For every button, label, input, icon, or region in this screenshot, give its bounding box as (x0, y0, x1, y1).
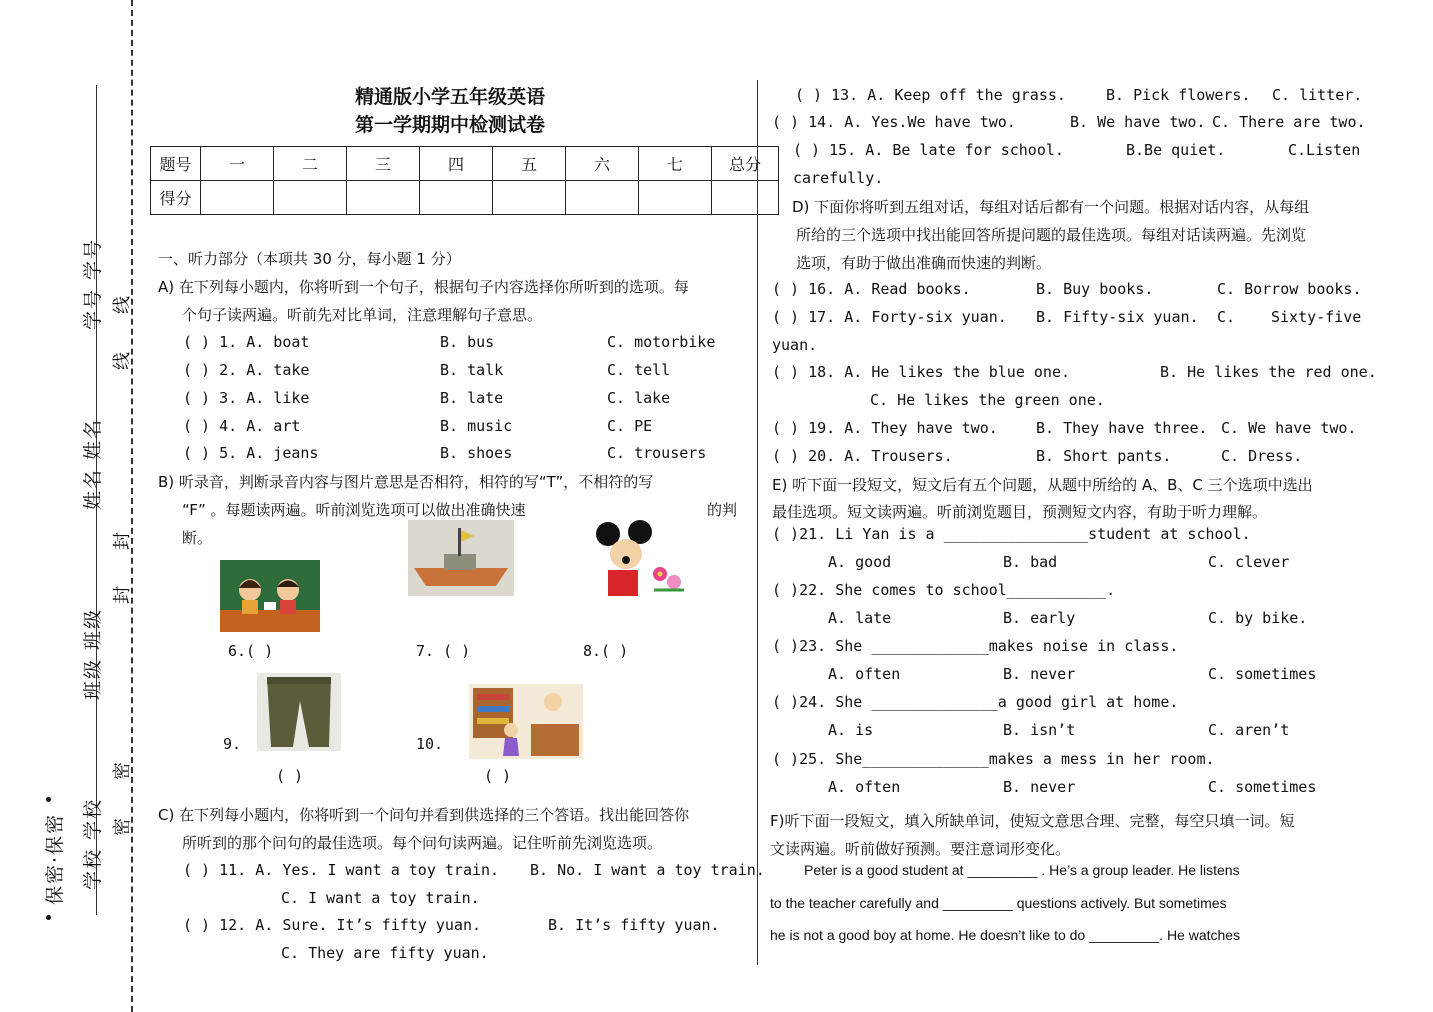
instruction-f: 文读两遍。听前做好预测。要注意词形变化。 (770, 840, 1071, 858)
score-input-cell[interactable] (347, 181, 420, 215)
passage-line: he is not a good boy at home. He doesn’t like to do _________. He watches (770, 927, 1241, 943)
instruction-c: 所听到的那个问句的最佳选项。每个问句读两遍。记住听前先浏览选项。 (182, 834, 663, 852)
cartoon-mouse-picture (594, 520, 694, 600)
score-table (150, 146, 779, 215)
library-picture (469, 684, 583, 759)
picture-10-answer[interactable]: ( ) (484, 767, 512, 785)
picture-8-answer[interactable]: 8.( ) (583, 642, 629, 660)
score-value-row (151, 181, 779, 215)
table-cell: 一 (201, 147, 274, 181)
cut-line (131, 0, 133, 1012)
trousers-picture (257, 673, 341, 751)
table-cell: 四 (420, 147, 493, 181)
section-heading: 一、听力部分（本项共 30 分，每小题 1 分） (158, 250, 461, 268)
score-input-cell[interactable] (201, 181, 274, 215)
instruction-b: B) 听录音，判断录音内容与图片意思是否相符，相符的写“T”，不相符的写 (158, 473, 654, 491)
instruction-b: “F” 。每题读两遍。听前浏览选项可以做出准确快速 (182, 501, 526, 519)
score-header-row (151, 147, 779, 181)
instruction-a: 个句子读两遍。听前先对比单词，注意理解句子意思。 (182, 306, 543, 324)
table-cell: 五 (493, 147, 566, 181)
picture-9-answer[interactable]: ( ) (276, 767, 304, 785)
seal-char: 封 (112, 586, 133, 604)
instruction-d: 所给的三个选项中找出能回答所提问题的最佳选项。每组对话读两遍。先浏览 (796, 226, 1307, 244)
seal-char: 线 (112, 352, 133, 370)
school-label: 学校 学校 (82, 797, 104, 890)
instruction-e: E) 听下面一段短文，短文后有五个问题，从题中所给的 A、B、C 三个选项中选出 (772, 476, 1313, 494)
table-cell: 七 (639, 147, 712, 181)
bullet-dot (46, 797, 51, 802)
score-input-cell[interactable] (420, 181, 493, 215)
instruction-b: 的判 (707, 501, 738, 519)
table-cell: 二 (274, 147, 347, 181)
exam-title: 精通版小学五年级英语 (354, 86, 545, 108)
passage-line: Peter is a good student at _________ . He’s a group leader. He listens (804, 862, 1240, 878)
score-input-cell[interactable] (274, 181, 347, 215)
exam-subtitle: 第一学期期中检测试卷 (354, 114, 545, 136)
picture-9-label: 9. (223, 735, 242, 753)
confidential-label: 保密·保密 (44, 812, 66, 905)
instruction-a: A) 在下列每小题内，你将听到一个句子，根据句子内容选择你所听到的选项。每 (158, 278, 689, 296)
name-label: 姓名 姓名 (82, 417, 104, 510)
score-input-cell[interactable] (493, 181, 566, 215)
instruction-d: D) 下面你将听到五组对话，每组对话后都有一个问题。根据对话内容，从每组 (792, 198, 1310, 216)
score-input-cell[interactable] (712, 181, 779, 215)
table-cell: 六 (566, 147, 639, 181)
instruction-f: F)听下面一段短文，填入所缺单词，使短文意思合理、完整，每空只填一词。短 (770, 812, 1295, 830)
score-input-cell[interactable] (566, 181, 639, 215)
classroom-picture (220, 560, 320, 632)
instruction-b: 断。 (182, 529, 213, 547)
table-cell: 题号 (151, 147, 201, 181)
instruction-d: 选项，有助于做出准确而快速的判断。 (796, 254, 1052, 272)
table-cell: 得分 (151, 181, 201, 215)
picture-10-label: 10. (416, 735, 444, 753)
bullet-dot (46, 915, 51, 920)
student-id-label: 学号 学号 (82, 237, 104, 330)
class-label: 班级 班级 (82, 607, 104, 700)
instruction-c: C) 在下列每小题内，你将听到一个问句并看到供选择的三个答语。找出能回答你 (158, 806, 690, 824)
seal-char: 密 (112, 762, 133, 780)
picture-6-answer[interactable]: 6.( ) (228, 642, 274, 660)
table-cell: 总分 (712, 147, 779, 181)
seal-char: 线 (112, 296, 133, 314)
table-cell: 三 (347, 147, 420, 181)
seal-char: 封 (112, 532, 133, 550)
picture-7-answer[interactable]: 7. ( ) (416, 642, 471, 660)
instruction-e: 最佳选项。短文读两遍。听前浏览题目，预测短文内容，有助于听力理解。 (772, 503, 1268, 521)
seal-char: 密 (112, 818, 133, 836)
passage-line: to the teacher carefully and _________ questions actively. But sometimes (770, 895, 1227, 911)
score-input-cell[interactable] (639, 181, 712, 215)
toy-boat-picture (408, 520, 514, 596)
